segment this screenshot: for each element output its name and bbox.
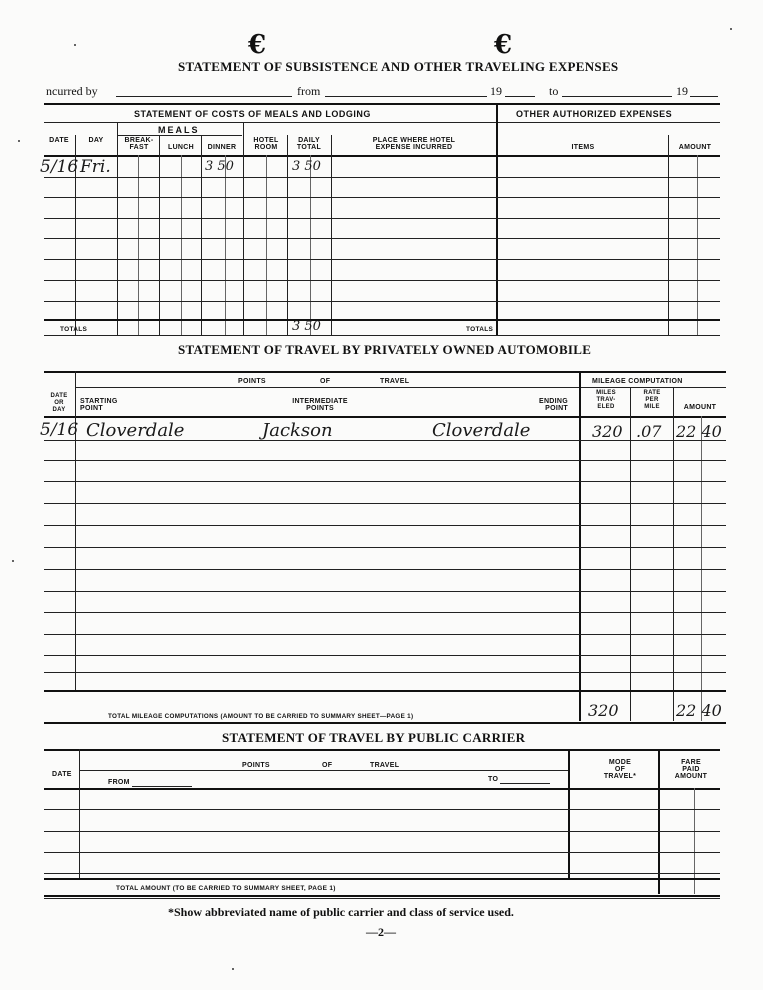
- auto-col-date: DATE OR DAY: [50, 393, 68, 413]
- scan-speck: [232, 968, 234, 970]
- auto-col-amount: AMOUNT: [683, 404, 717, 411]
- auto-col-end: ENDING POINT: [538, 398, 568, 412]
- carrier-to-label: TO: [488, 776, 499, 783]
- meals-group-label: MEALS: [158, 125, 200, 135]
- carrier-col-fare: FARE PAID AMOUNT: [674, 759, 708, 780]
- carrier-col-mode: MODE OF TRAVEL*: [603, 759, 637, 780]
- col-daily-total: DAILY TOTAL: [296, 137, 322, 151]
- auto-total-label: TOTAL MILEAGE COMPUTATIONS (AMOUNT TO BE CARRIED TO SUMMARY SHEET—PAGE 1): [108, 713, 414, 720]
- carrier-travel-label: TRAVEL: [370, 762, 400, 769]
- auto-col-intermediate: INTERMEDIATE POINTS: [292, 398, 348, 412]
- auto-total-amount: 22 40: [676, 701, 722, 720]
- year-prefix-2: 19: [676, 84, 688, 98]
- from-line: [325, 96, 487, 97]
- meals-totals-label: TOTALS: [60, 326, 88, 333]
- to-line: [562, 96, 672, 97]
- from-label: from: [297, 84, 321, 98]
- auto-col-start: STARTING POINT: [80, 398, 118, 412]
- col-hotel-room: HOTEL ROOM: [253, 137, 279, 151]
- auto-entry-rate: .07: [636, 422, 662, 441]
- col-items: ITEMS: [571, 144, 595, 151]
- meals-entry-date: 5/16: [40, 157, 79, 177]
- meals-total-value: 3 50: [292, 319, 321, 334]
- seal-mark-right: €: [494, 30, 513, 60]
- to-label: to: [549, 84, 559, 98]
- col-amount: AMOUNT: [678, 144, 712, 151]
- meals-section-title: STATEMENT OF COSTS OF MEALS AND LODGING: [134, 109, 371, 119]
- page-number: —2—: [366, 925, 396, 939]
- incurred-by-label: ncurred by: [46, 84, 98, 98]
- col-lunch: LUNCH: [168, 144, 194, 151]
- carrier-of-label: OF: [322, 762, 333, 769]
- col-breakfast: BREAK- FAST: [124, 137, 154, 151]
- footer-note: *Show abbreviated name of public carrier and class of service used.: [168, 905, 514, 919]
- meals-entry-dinner: 3 50: [205, 159, 234, 174]
- auto-total-miles: 320: [588, 701, 619, 720]
- auto-entry-intermediate: Jackson: [262, 420, 333, 441]
- mileage-computation-label: MILEAGE COMPUTATION: [592, 378, 683, 385]
- col-day: DAY: [88, 137, 104, 144]
- auto-travel-label: TRAVEL: [380, 378, 410, 385]
- auto-entry-date: 5/16: [40, 420, 79, 440]
- other-expenses-title: OTHER AUTHORIZED EXPENSES: [516, 109, 673, 119]
- auto-entry-start: Cloverdale: [86, 420, 185, 441]
- carrier-total-label: TOTAL AMOUNT (TO BE CARRIED TO SUMMARY SHEET, PAGE 1): [116, 885, 336, 892]
- year-line-2: [690, 96, 718, 97]
- other-totals-label: TOTALS: [466, 326, 494, 333]
- incurred-by-line: [116, 96, 292, 97]
- auto-of-label: OF: [320, 378, 331, 385]
- page-title: STATEMENT OF SUBSISTENCE AND OTHER TRAVELING EXPENSES: [178, 59, 619, 74]
- scan-speck: [18, 140, 20, 142]
- meals-entry-daily-total: 3 50: [292, 159, 321, 174]
- scan-speck: [74, 44, 76, 46]
- auto-entry-amount: 22 40: [676, 422, 722, 441]
- scan-speck: [730, 28, 732, 30]
- auto-col-rate: RATE PER MILE: [643, 390, 661, 410]
- seal-mark-left: €: [248, 30, 267, 60]
- auto-points-label: POINTS: [238, 378, 266, 385]
- auto-section-title: STATEMENT OF TRAVEL BY PRIVATELY OWNED AUTOMOBILE: [178, 342, 592, 357]
- col-dinner: DINNER: [207, 144, 237, 151]
- auto-entry-end: Cloverdale: [432, 420, 531, 441]
- auto-entry-miles: 320: [592, 422, 623, 441]
- meals-entry-day: Fri.: [80, 157, 111, 177]
- carrier-col-date: DATE: [52, 771, 72, 778]
- col-place: PLACE WHERE HOTEL EXPENSE INCURRED: [372, 137, 456, 151]
- carrier-points-label: POINTS: [242, 762, 270, 769]
- carrier-from-label: FROM: [108, 779, 130, 786]
- auto-col-miles: MILES TRAV- ELED: [596, 390, 616, 410]
- col-date: DATE: [49, 137, 69, 144]
- scan-speck: [12, 560, 14, 562]
- carrier-section-title: STATEMENT OF TRAVEL BY PUBLIC CARRIER: [222, 730, 526, 745]
- year-prefix-1: 19: [490, 84, 502, 98]
- year-line-1: [505, 96, 535, 97]
